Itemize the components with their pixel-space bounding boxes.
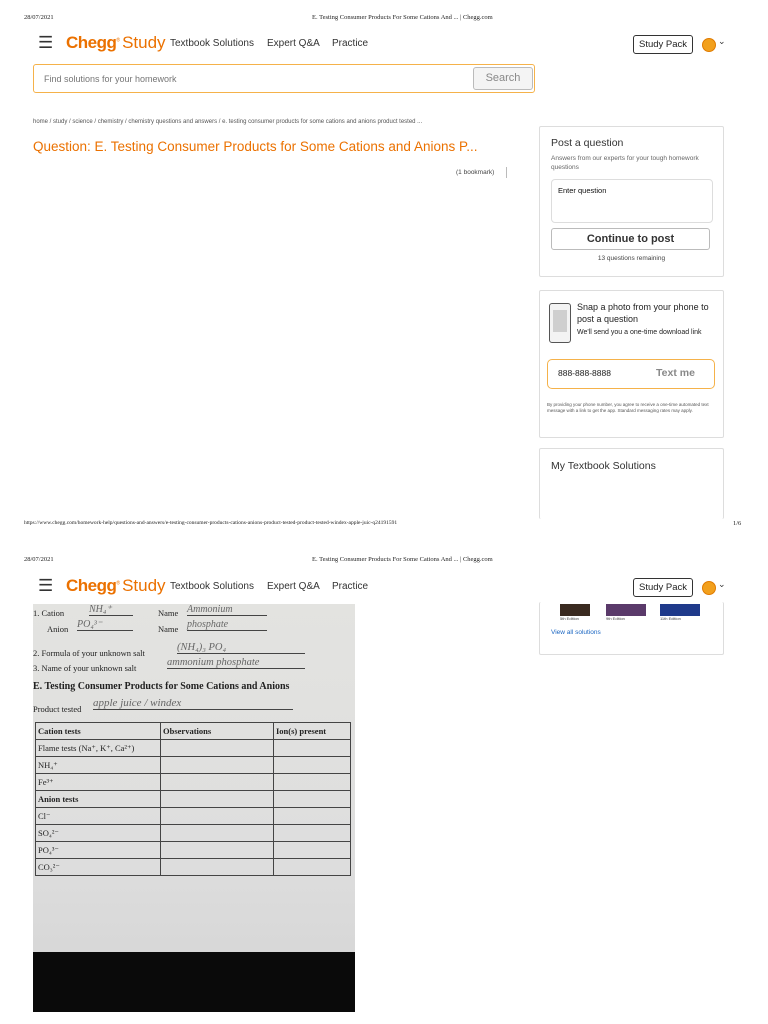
table-row (36, 825, 351, 842)
anion-test-label: PO₄³⁻ (36, 842, 161, 859)
print-title-2: E. Testing Consumer Products For Some Cations And ... | Chegg.com (312, 556, 493, 563)
print-date: 28/07/2021 (24, 14, 54, 21)
observation-cell (161, 774, 274, 791)
ions-cell (274, 825, 351, 842)
question-image (33, 604, 355, 1012)
anion-tests-header: Anion tests (36, 791, 161, 808)
observation-cell (161, 825, 274, 842)
avatar-icon[interactable] (702, 38, 716, 52)
print-title: E. Testing Consumer Products For Some Cations And ... | Chegg.com (312, 14, 493, 21)
anion-test-label: SO₄²⁻ (36, 825, 161, 842)
product-tested-label: Product tested (33, 704, 82, 714)
table-row (36, 740, 351, 757)
nav-textbook-solutions[interactable]: Textbook Solutions (170, 38, 254, 49)
cation-test-label: NH₄⁺ (36, 757, 161, 774)
sms-disclaimer: By providing your phone number, you agree to receive a one-time automated text message with a link to get the app. Standard messaging rates may apply. (547, 402, 709, 413)
anion-test-label: Cl⁻ (36, 808, 161, 825)
post-question-subtitle: Answers from our experts for your tough homework questions (551, 155, 699, 171)
textbook-thumb-1[interactable] (560, 604, 590, 621)
q1-cation-name-label: Name (158, 608, 179, 618)
footer-page: 1/6 (733, 520, 742, 527)
view-all-solutions-link[interactable]: View all solutions (551, 629, 601, 636)
snap-photo-card (539, 290, 724, 438)
chevron-down-icon[interactable]: ⌄ (718, 579, 726, 589)
chegg-study-logo[interactable]: Chegg® Study (66, 33, 166, 52)
nav-practice[interactable]: Practice (332, 581, 369, 592)
cation-test-label: Flame tests (Na⁺, K⁺, Ca²⁺) (36, 740, 161, 757)
q2-answer: (NH₄)₃ PO₄ (177, 642, 305, 654)
study-pack-button[interactable]: Study Pack (633, 578, 693, 597)
questions-remaining: 13 questions remaining (597, 255, 666, 262)
logo-chegg: Chegg (66, 576, 117, 595)
table-header-row (36, 723, 351, 740)
logo-study: Study (122, 576, 166, 595)
book-cover (560, 604, 590, 616)
ions-cell (274, 791, 351, 808)
section-title: E. Testing Consumer Products for Some Cations and Anions (33, 681, 290, 692)
menu-icon[interactable]: ☰ (38, 33, 54, 52)
book-cover (660, 604, 700, 616)
table-row (36, 757, 351, 774)
bookmark-count[interactable]: (1 bookmark) (456, 169, 495, 176)
phone-icon (549, 303, 571, 343)
divider (506, 167, 507, 178)
q3-label: 3. Name of your unknown salt (33, 663, 137, 673)
observation-cell (161, 757, 274, 774)
tests-table (35, 722, 351, 876)
phone-input[interactable] (547, 359, 715, 389)
question-input-placeholder: Enter question (558, 186, 607, 195)
q3-answer: ammonium phosphate (167, 657, 305, 669)
ions-cell (274, 774, 351, 791)
breadcrumb[interactable]: home / study / science / chemistry / chemistry questions and answers / e. testing consumer products for some cations and anions product tested ... (33, 119, 423, 125)
anion-test-label: CO₃²⁻ (36, 859, 161, 876)
phone-placeholder: 888-888-8888 (558, 368, 611, 378)
textbook-thumb-3[interactable] (660, 604, 700, 621)
book-edition: 9th Edition (606, 616, 625, 621)
snap-photo-subtitle: We'll send you a one-time download link (577, 329, 702, 336)
textbook-solutions-title: My Textbook Solutions (551, 460, 656, 472)
book-edition: 5th Edition (560, 616, 579, 621)
nav-textbook-solutions[interactable]: Textbook Solutions (170, 581, 254, 592)
ions-cell (274, 740, 351, 757)
q1-anion-answer: PO₄³⁻ (77, 619, 133, 631)
post-question-card (539, 126, 724, 277)
logo-study: Study (122, 33, 166, 52)
table-header: Cation tests (36, 723, 161, 740)
book-cover (606, 604, 646, 616)
product-tested-answer: apple juice / windex (93, 697, 293, 710)
footer-url: https://www.chegg.com/homework-help/questions-and-answers/e-testing-consumer-products-cations-anions-product-tested-product-tested-windex-apple-juic-q24191591 (24, 520, 398, 526)
table-header: Observations (161, 723, 274, 740)
text-me-button[interactable]: Text me (656, 367, 695, 379)
observation-cell (161, 859, 274, 876)
table-row (36, 859, 351, 876)
table-row (36, 774, 351, 791)
q1-cation-label: 1. Cation (33, 608, 65, 618)
menu-icon[interactable]: ☰ (38, 576, 54, 595)
book-edition: 11th Edition (660, 616, 681, 621)
table-row (36, 842, 351, 859)
nav-expert-qa[interactable]: Expert Q&A (267, 38, 320, 49)
textbook-solutions-card (539, 448, 724, 519)
chevron-down-icon[interactable]: ⌄ (718, 36, 726, 46)
nav-practice[interactable]: Practice (332, 38, 369, 49)
chegg-study-logo[interactable]: Chegg® Study (66, 576, 166, 595)
ions-cell (274, 757, 351, 774)
snap-photo-title: Snap a photo from your phone to post a question (577, 302, 709, 324)
textbook-thumb-2[interactable] (606, 604, 646, 621)
table-row (36, 791, 351, 808)
observation-cell (161, 740, 274, 757)
observation-cell (161, 791, 274, 808)
avatar-icon[interactable] (702, 581, 716, 595)
question-input[interactable] (551, 179, 713, 223)
search-bar (33, 64, 535, 93)
question-title: Question: E. Testing Consumer Products for Some Cations and Anions P... (33, 139, 478, 154)
q1-anion-label: Anion (47, 624, 69, 634)
ions-cell (274, 808, 351, 825)
q2-label: 2. Formula of your unknown salt (33, 648, 145, 658)
photo-dark-edge (33, 952, 355, 1012)
textbook-solutions-card-cont (539, 602, 724, 655)
observation-cell (161, 842, 274, 859)
q1-anion-name-label: Name (158, 624, 179, 634)
print-date-2: 28/07/2021 (24, 556, 54, 563)
post-question-title: Post a question (551, 137, 624, 149)
q1-anion-name-answer: phosphate (187, 619, 267, 631)
search-input[interactable] (42, 69, 466, 89)
search-button[interactable]: Search (473, 67, 533, 90)
observation-cell (161, 808, 274, 825)
cation-test-label: Fe³⁺ (36, 774, 161, 791)
logo-chegg: Chegg (66, 33, 117, 52)
q1-cation-name-answer: Ammonium (187, 604, 267, 616)
ions-cell (274, 859, 351, 876)
table-header: Ion(s) present (274, 723, 351, 740)
study-pack-button[interactable]: Study Pack (633, 35, 693, 54)
q1-cation-answer: NH₄⁺ (89, 604, 133, 616)
table-row (36, 808, 351, 825)
ions-cell (274, 842, 351, 859)
nav-expert-qa[interactable]: Expert Q&A (267, 581, 320, 592)
continue-to-post-button[interactable]: Continue to post (551, 228, 710, 250)
